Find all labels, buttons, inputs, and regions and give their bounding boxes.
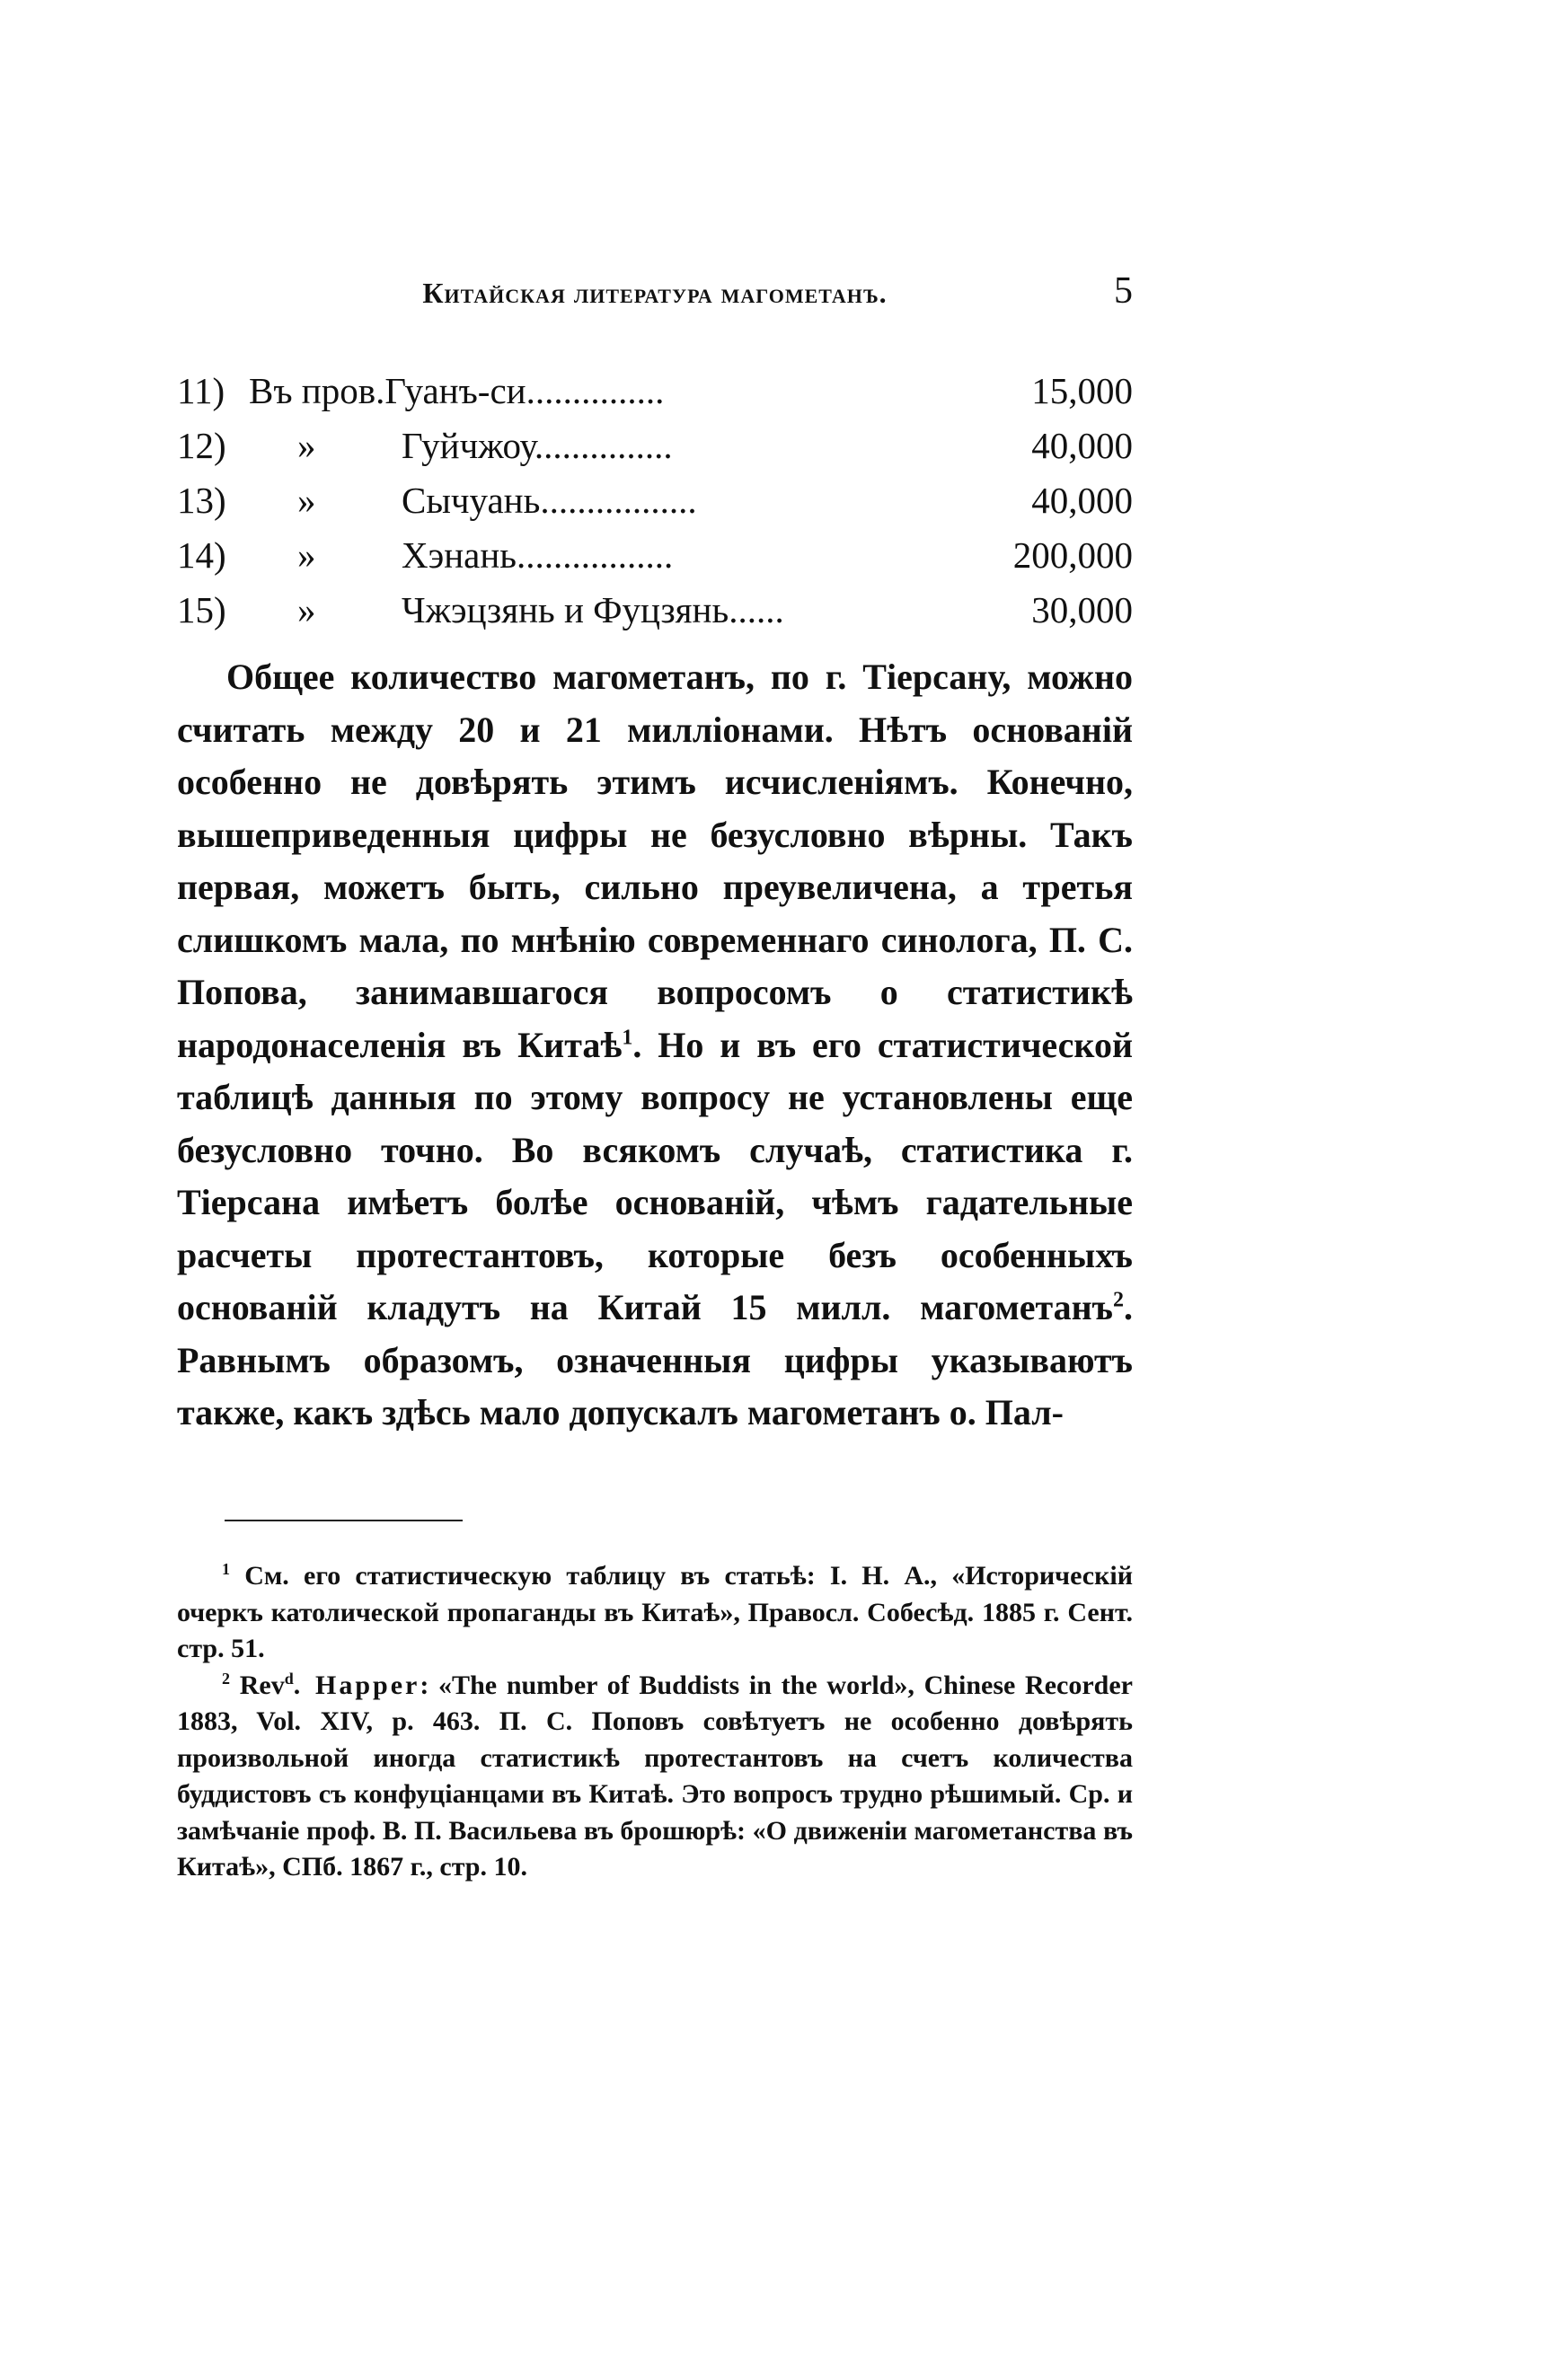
footnote-divider [225, 1520, 463, 1521]
paragraph-text-3: . Равнымъ образомъ, означенныя цифры указываютъ также, какъ здѣсь мало допускалъ магометанъ о. Пал- [177, 1287, 1133, 1432]
province-name [402, 528, 673, 583]
province-table [177, 364, 1133, 638]
row-number: 15) [177, 589, 226, 630]
footnote-author: . Happer [293, 1670, 420, 1700]
leader-dots: ............... [534, 425, 673, 466]
row-number: 14) [177, 534, 226, 576]
province-name [402, 419, 673, 473]
population-value: 15,000 [1031, 370, 1133, 411]
main-paragraph [177, 651, 1133, 1440]
table-row [177, 364, 1133, 419]
paragraph-text-2: . Но и въ его статистической таблицѣ данныя по этому вопросу не установлены еще безусловно точно. Во всякомъ случаѣ, статистика г. Тіерсана имѣетъ болѣе основаній, чѣмъ гадательные расчеты протестантовъ, которые безъ особенныхъ основаній кладутъ на Китай 15 милл. магометанъ [177, 1024, 1133, 1327]
population-value: 40,000 [1031, 425, 1133, 466]
province-label: Гуанъ-си [384, 370, 526, 411]
table-row [177, 473, 1133, 528]
paragraph-text-1: Общее количество магометанъ, по г. Тіерсану, можно считать между 20 и 21 милліонами. Нѣтъ основаній особенно не довѣрять этимъ исчисленіямъ. Конечно, вышеприведенныя цифры не безусловно вѣрны. Такъ первая, можетъ быть, сильно преувеличена, а третья слишкомъ мала, по мнѣнію современнаго синолога, П. С. Попова, занимавшагося вопросомъ о статистикѣ народонаселенія въ Китаѣ [177, 657, 1133, 1065]
page-number: 5 [1114, 270, 1133, 312]
population-value: 200,000 [1012, 534, 1133, 576]
footnote-marker: 2 [222, 1669, 230, 1688]
page-header [177, 269, 1133, 323]
footnote-rev: Rev [230, 1670, 285, 1700]
footnote-marker: 1 [222, 1560, 230, 1578]
row-number: 11) [177, 370, 225, 411]
row-prefix: Въ пров. [249, 370, 385, 411]
leader-dots: ................. [540, 480, 697, 521]
footnote-text: См. его статистическую таблицу въ статьѣ: І. Н. А., «Историческій очеркъ католической пропаганды въ Китаѣ», Правосл. Собесѣд. 1885 г. Сент. стр. 51. [177, 1561, 1133, 1663]
ditto-mark: » [297, 480, 316, 521]
leader-dots: ...... [729, 589, 784, 630]
footnote-1 [177, 1558, 1133, 1668]
footnote-text: : «The number of Buddists in the world», Chinese Recorder 1883, Vol. XIV, p. 463. П. С. Поповъ совѣтуетъ не особенно довѣрять произвольной иногда статистикѣ протестантовъ на счетъ количества буддистовъ съ конфуціанцами въ Китаѣ. Это вопросъ трудно рѣшимый. Ср. и замѣчаніе проф. В. П. Васильева въ брошюрѣ: «О движеніи магометанства въ Китаѣ», СПб. 1867 г., стр. 10. [177, 1670, 1133, 1882]
row-number: 12) [177, 425, 226, 466]
ditto-mark: » [297, 534, 316, 576]
ditto-mark: » [297, 589, 316, 630]
population-value: 40,000 [1031, 480, 1133, 521]
footnotes [177, 1558, 1133, 1886]
province-label: Чжэцзянь и Фуцзянь [402, 589, 729, 630]
table-row [177, 419, 1133, 473]
province-label: Хэнань [402, 534, 517, 576]
table-row [177, 583, 1133, 638]
province-label: Гуйчжоу [402, 425, 534, 466]
footnote-ref-2[interactable]: 2 [1113, 1288, 1124, 1312]
row-number: 13) [177, 480, 226, 521]
leader-dots: ............... [526, 370, 665, 411]
province-name [249, 364, 664, 419]
province-name [402, 473, 697, 528]
table-row [177, 528, 1133, 583]
running-title: Китайская литература магометанъ. [422, 277, 888, 309]
province-name [402, 583, 784, 638]
footnote-ref-1[interactable]: 1 [622, 1026, 633, 1050]
footnote-rev-sup: d [284, 1669, 294, 1688]
leader-dots: ................. [517, 534, 674, 576]
footnote-2 [177, 1668, 1133, 1886]
province-label: Сычуань [402, 480, 541, 521]
population-value: 30,000 [1031, 589, 1133, 630]
ditto-mark: » [297, 425, 316, 466]
